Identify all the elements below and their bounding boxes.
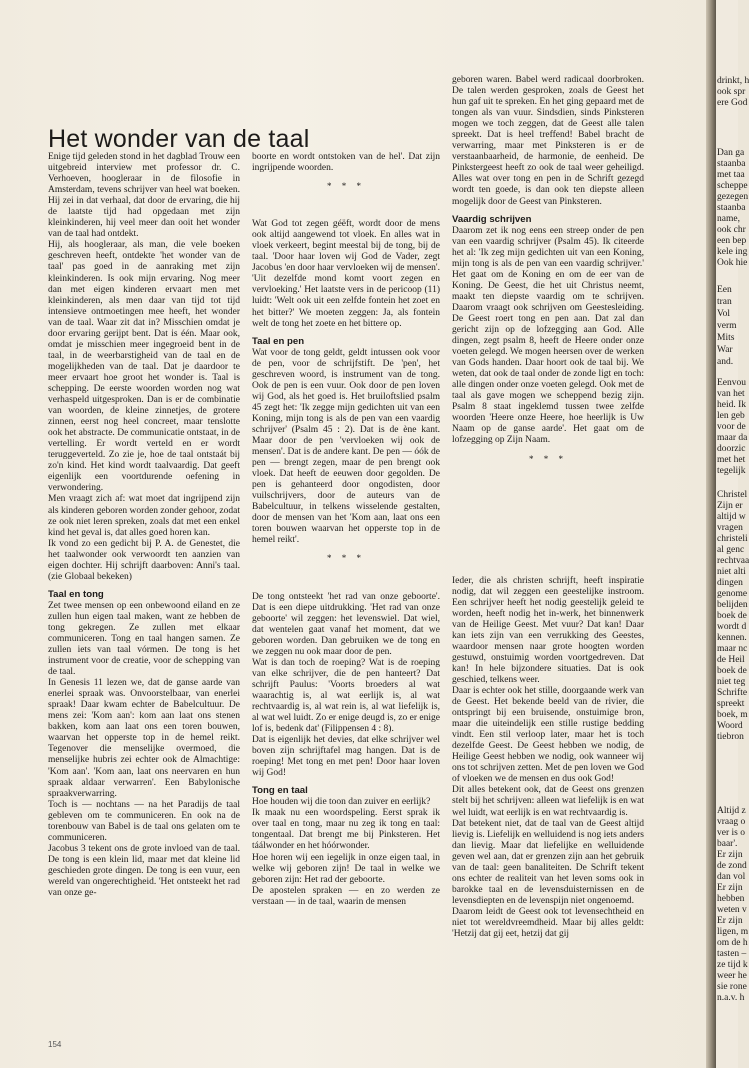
paragraph: Hoe houden wij die toon dan zuiver en eerlijk? <box>252 797 431 808</box>
right-page-text-fragment: belijden <box>717 600 748 610</box>
right-page-text-fragment: Christel <box>717 490 748 500</box>
column-1 <box>48 152 240 1032</box>
right-page-text-fragment: niet alti <box>717 567 746 577</box>
right-page-text-fragment: n.a.v. h <box>717 993 745 1003</box>
column-3 <box>452 75 644 1035</box>
right-page-text-fragment: maar nc <box>717 644 748 654</box>
right-page-edge <box>716 0 749 1068</box>
right-page-text-fragment: al genc <box>717 545 745 555</box>
right-page-text-fragment: Zijn er <box>717 501 743 511</box>
section-divider: * * * <box>327 553 365 564</box>
paragraph: Ik vond zo een gedicht bij P. A. de Genestet, die het taalwonder ook verwoordt ten aanzien van eigen dochter. Hij schrijft daarboven: Anni's taal. (zie Globaal bekeken) <box>48 538 240 582</box>
right-page-text-fragment: wordt d <box>717 622 747 632</box>
right-page-text-fragment: boek de <box>717 611 747 621</box>
right-page-text-fragment: len geb <box>717 411 745 421</box>
column-2 <box>252 152 440 1032</box>
right-page-text-fragment: altijd w <box>717 512 746 522</box>
right-page-text-fragment: scheppe <box>717 181 748 191</box>
paragraph: Toch is — nochtans — na het Paradijs de taal gebleven om te communiceren. En ook na de torenbouw van Babel is de taal ons gelaten om te communiceren. <box>48 799 240 843</box>
right-page-text-fragment: met taa <box>717 170 745 180</box>
paragraph: De apostelen spraken — en zo werden ze verstaan — in de taal, waarin de mensen <box>252 885 440 907</box>
paragraph: Ieder, die als christen schrijft, heeft inspiratie nodig, dat wil zeggen een geestelijke instroom. Een schrijver heeft het nodig geestelijk geleid te worden, heeft nodig het in-werk, het binnenwerk van de Heilige Geest. Met vuur? Dat kan! Daar kan iets zijn van een verrukking des Geestes, waardoor mensen naar grote hoogten worden gestuwd, onstuimig worden voortgedreven. Dat kan! In hele bijzondere situaties. Dat is ook geschied, telkens weer. <box>452 575 644 685</box>
right-page-text-fragment: name, <box>717 214 740 224</box>
section-heading: Vaardig schrijven <box>452 213 532 225</box>
paragraph: Men vraagt zich af: wat moet dat ingrijpend zijn als kinderen geboren worden zonder gehoor, zodat ze ook niet leren spreken, zoals dat met een enkel kind het geval is, dat alles goed horen kan. <box>48 494 240 538</box>
right-page-text-fragment: niet teg <box>717 677 746 687</box>
paragraph: Hij, als hoogleraar, als man, die vele boeken geschreven heeft, ontdekte 'het wonder van de taal' pas goed in de aanraking met zijn kleinkinderen. Is ook mijn ervaring. Nog meer dan met eigen kinderen ervaart men met kleinkinderen, als men daar van tijd tot tijd intensieve ontmoetingen mee heeft, het wonder van de taal. Waar zit dat in? Misschien omdat je door ervaring gerijpt bent. Dat is één. Maar ook, omdat je misschien meer ingegroeid bent in de taal, in de weerbarstigheid van de taal en de mogelijkheden van de taal. Dat je daardoor te meer ervaart hoe groot het wonder is. Taal is schepping. De eerste woorden worden nog wat verhaspeld uitgesproken. Dan is er de combinatie van woorden, de kleine zinnetjes, de grotere zinnen, eerst nog heel concreet, maar tenslotte ook het abstracte. De communicatie ontstaat, in de vertelling. Er wordt verteld en er wordt teruggeverteld. Zo zie je, hoe de taal ontstaát bij zo'n kind. Het kind wordt taalvaardig. Dat geeft eigenlijk een voortdurende oefening in verwondering. <box>48 240 240 494</box>
paragraph: Daarom zet ik nog eens een streep onder de pen van een vaardig schrijver (Psalm 45). Ik citeerde het al: 'Ik zeg mijn gedichten uit van een Koning, mijn tong is als de pen van een vaardig schrijver.' Het gaat om de Koning en om de eer van de Koning. De Geest, die het uit Christus neemt, maakt ten diepste vaardig om te schrijven. Daarom vraagt ook schrijven om Geestesleiding. De Geest roert tong en pen aan. Dat zal dan gericht zijn op de lofzegging aan God. Alle dingen, zegt psalm 8, heeft de Heere onder onze voeten gelegd. We mogen heersen over de werken van Gods handen. Daar hoort ook de taal bij. We weten, dat ook de taal onder de zonde ligt en toch: alle dingen onder onze voeten gelegd. Ook met de taal als gave mogen we scheppend bezig zijn. Psalm 8 staat ingeklemd tussen twee zelfde woorden 'Heere onze Heere, hoe heerlijk is Uw Naam op de ganse aarde'. Het gaat om de lofzegging op Zijn Naam. <box>452 225 644 446</box>
right-page-text-fragment: Vol <box>717 309 731 319</box>
right-page-text-fragment: drinkt, h <box>717 76 749 86</box>
right-page-text-fragment: Er zijn <box>717 916 743 926</box>
right-page-text-fragment: ook chr <box>717 225 746 235</box>
paragraph: Jacobus 3 tekent ons de grote invloed van de taal. De tong is een klein lid, maar met dat kleine lid geschieden grote dingen. De tong is een vuur, een wereld van ongerechtigheid. 'Het ontsteekt het rad van onze ge- <box>48 843 240 899</box>
paragraph: Wat is dan toch de roeping? Wat is de roeping van elke schrijver, die de pen hanteert? Dat schrijft Paulus: 'Voorts broeders al wat waarachtig is, al wat eerlijk is, al wat rechtvaardig is, al wat rein is, al wat liefelijk is, al wat wel luidt. Zo er enige deugd is, zo er enige lof is, bedenk dat' (Filippensen 4 : 8). <box>252 657 440 735</box>
right-page-text-fragment: van het <box>717 389 745 399</box>
right-page-text-fragment: de Heil <box>717 655 745 665</box>
spacer <box>252 201 440 219</box>
paragraph: Enige tijd geleden stond in het dagblad Trouw een uitgebreid interview met professor dr. C. Verhoeven, hoogleraar in de filosofie in Amsterdam, tevens schrijver van heel wat boeken. Hij zei in dat verhaal, dat door de ervaring, die hij de laatste tijd had opgedaan met zijn kleinkinderen, hij veel meer dan ooit het wonder van de taal had ontdekt. <box>48 152 240 240</box>
right-page-text-fragment: om de h <box>717 938 748 948</box>
paragraph: Dit alles betekent ook, dat de Geest ons grenzen stelt bij het schrijven: alleen wat liefelijk is en wat wel luidt, wat eerlijk is en wat rechtvaardig is. <box>452 785 644 818</box>
right-page-text-fragment: vraag o <box>717 817 746 827</box>
right-page-text-fragment: spreekt <box>717 699 745 709</box>
right-page-text-fragment: een bep <box>717 236 747 246</box>
right-page-text-fragment: ze tijd k <box>717 960 748 970</box>
paragraph: Daar is echter ook het stille, doorgaande werk van de Geest. Het bekende beeld van de rivier, die ontspringt bij een bruisende, onstuimige bron, maar die uiteindelijk een stille rustige bedding vindt. Een stil verloop later, maar het is toch dezelfde Geest. De Geest hebben we nodig, de Heilige Geest hebben we nodig, ook wanneer wij ons tot schrijven zetten. Met de pen loven we God of vloeken we de mensen en dus ook God! <box>452 686 644 785</box>
right-page-text-fragment: ver is o <box>717 828 745 838</box>
right-page-text-fragment: gezegen <box>717 192 749 202</box>
right-page-text-fragment: doorzic <box>717 444 746 454</box>
paragraph: In Genesis 11 lezen we, dat de ganse aarde van enerlei spraak was. Onvoorstelbaar, van enerlei spraak! Daar kwam echter de Babelcultuur. De mens zei: 'Kom aan': kom aan laat ons stenen bakken, kom aan laat ons een toren bouwen, waarvan het opperste top in de hemel reikt. Tegenover die menselijke overmoed, die menselijke hubris zei echter ook de Almachtige: 'Kom aan'. 'Kom aan, laat ons neervaren en hun spraak aldaar verwarren'. Een Babylonische spraakverwarring. <box>48 678 240 799</box>
paragraph: Daarom leidt de Geest ook tot levensechtheid en niet tot wereldvreemdheid. Maar bij alles geldt: 'Hetzij dat gij eet, hetzij dat gij <box>452 906 644 940</box>
right-page-text-fragment: War <box>717 345 733 355</box>
right-page-text-fragment: tasten – <box>717 949 747 959</box>
section-divider: * * * <box>327 181 365 192</box>
right-page-text-fragment: Mits <box>717 333 735 343</box>
right-page-text-fragment: Eenvou <box>717 378 747 388</box>
paragraph: Dat betekent niet, dat de taal van de Geest altijd lievig is. Liefelijk en welluidend is nog iets anders dan lievig. Maar dat liefelijke en welluidende geven wel aan, dat er grenzen zijn aan het gebruik van de taal: geen banaliteiten. De Schrift tekent ons echter de realiteit van het leven soms ook in barokke taal en de levensduisternissen en de levensdiepten en de levenspijn niet ongenoemd. <box>452 818 644 906</box>
page-gutter <box>706 0 716 1068</box>
right-page-text-fragment: Schrifte <box>717 688 748 698</box>
right-page-text-fragment: Er zijn <box>717 850 743 860</box>
paragraph: De tong ontsteekt 'het rad van onze geboorte'. Dat is een diepe uitdrukking. 'Het rad van onze geboorte' wil zeggen: het levenswiel. Dat wiel, dat wentelen gaat vanaf het moment, dat we geboren worden. Dan gebruiken we de tong en we zeggen nu ook maar door de pen. <box>252 591 440 657</box>
paragraph: Ik maak nu een woordspeling. Eerst sprak ik over taal en tong, maar nu zeg ik tong en taal: tongentaal. Dat brengt me bij Pinksteren. Het táálwonder en het hóórwonder. <box>252 808 440 852</box>
right-page-text-fragment: tegelijk <box>717 466 746 476</box>
section-heading: Taal en pen <box>252 335 305 347</box>
paragraph: Zet twee mensen op een onbewoond eiland en ze zullen hun eigen taal maken, want ze hebben de tong gekregen. Ze zullen met elkaar communiceren. Tong en taal hangen samen. Ze zullen iets van taal vórmen. De tong is het instrument voor de creatie, voor de schepping van de taal. <box>48 600 240 678</box>
right-page-text-fragment: boek, m <box>717 710 748 720</box>
right-page-text-fragment: verm <box>717 321 737 331</box>
right-page-text-fragment: and. <box>717 357 734 367</box>
right-page-text-fragment: ere God <box>717 98 748 108</box>
right-page-text-fragment: Altijd z <box>717 806 746 816</box>
right-page-text-fragment: dan vol <box>717 872 746 882</box>
right-page-text-fragment: maar da <box>717 433 748 443</box>
right-page-text-fragment: met het <box>717 455 746 465</box>
paragraph: geboren waren. Babel werd radicaal doorbroken. De talen werden gesproken, zoals de Geest het hun gaf uit te spreken. En het ging gepaard met de tongen als van vuur. Sindsdien, sinds Pinksteren mogen we toch zeggen, dat de Geest alle talen spreekt. Dat is heel treffend! Babel bracht de verwarring, maar met Pinksteren is er de verstaanbaarheid, de harmonie, de eenheid. De Pinkstergeest heeft zo ook de taal weer geheiligd. Alles wat over tong en pen in de Schrift gezegd wordt ten goede, is dan ook ten diepste alleen mogelijk door de Geest van Pinksteren. <box>452 75 644 207</box>
section-heading: Taal en tong <box>48 588 104 600</box>
right-page-text-fragment: baar'. <box>717 839 738 849</box>
paragraph: Wat voor de tong geldt, geldt intussen ook voor de pen, voor de schrijfstift. De 'pen', het geschreven woord, is instrument van de tong. Ook de pen is een vuur. Ook door de pen loven wij God, als het goed is. Het bruiloftslied psalm 45 zegt het: 'Ik zegge mijn gedichten uit van een Koning, mijn tong is als de pen van een vaardig schrijver' (Psalm 45 : 2). Dat is de ène kant. Maar door de pen 'vervloeken wij ook de mensen'. Dat is de andere kant. De pen — óók de pen — brengt zegen, maar de pen brengt ook vloek. Dat heeft de eeuwen door gegolden. De pen is gehanteerd door ongodisten, door vuilschrijvers, door de auteurs van de Babelcultuur, in telkens wisselende gestalten, door de mensen van het 'Kom aan, laat ons een toren bouwen waarvan het opperste top in de hemel reikt'. <box>252 347 440 546</box>
right-page-text-fragment: sie rone <box>717 982 747 992</box>
section-heading: Tong en taal <box>252 785 308 797</box>
right-page-text-fragment: Woord <box>717 721 743 731</box>
right-page-text-fragment: ligen, m <box>717 927 749 937</box>
right-page-text-fragment: genome <box>717 589 748 599</box>
paragraph: Wat God tot zegen géëft, wordt door de mens ook altijd aangewend tot vloek. En alles wat in vloek verkeert, begint meestal bij de tong, bij de taal. 'Door haar loven wij God de Vader, zegt Jacobus 'en door haar vervloeken wij de mensen'. 'Uit dezelfde mond komt voort zegen en vervloeking.' Het laatste vers in de pericoop (11) luidt: 'Welt ook uit een zelfde fontein het zoet en het bitter?' We moeten zeggen: Ja, als fontein welt de tong het zoete en het bittere op. <box>252 219 440 329</box>
right-page-text-fragment: de zond <box>717 861 747 871</box>
page-number: 154 <box>48 1040 62 1049</box>
right-page-text-fragment: boek de <box>717 666 747 676</box>
right-page-text-fragment: rechtvaa <box>717 556 749 566</box>
right-page-text-fragment: staanba <box>717 203 746 213</box>
right-page-text-fragment: weer he <box>717 971 747 981</box>
spacer <box>252 574 440 592</box>
paragraph: Dat is eigenlijk het devies, dat elke schrijver wel boven zijn schrijftafel mag hangen. Dat is de roeping! Met tong en met pen! Door haar loven wij God! <box>252 735 440 779</box>
right-page-text-fragment: weten v <box>717 905 747 915</box>
right-page-text-fragment: hebben <box>717 894 745 904</box>
paragraph: Hoe horen wij een iegelijk in onze eigen taal, in welke wij geboren zijn! De taal in welke we geboren zijn: Het rad der geboorte. <box>252 852 440 885</box>
right-page-text-fragment: Er zijn <box>717 883 743 893</box>
right-page-text-fragment: tran <box>717 297 732 307</box>
right-page-text-fragment: vragen <box>717 523 743 533</box>
right-page-text-fragment: ook spr <box>717 87 746 97</box>
spacer <box>452 474 644 576</box>
right-page-text-fragment: christeli <box>717 534 748 544</box>
right-page-text-fragment: kennen. <box>717 633 747 643</box>
right-page-text-fragment: heid. Ik <box>717 400 747 410</box>
right-page-text-fragment: staanba <box>717 159 746 169</box>
right-page-text-fragment: kele ing <box>717 247 748 257</box>
article-title: Het wonder van de taal <box>48 125 310 153</box>
right-page-text-fragment: voor de <box>717 422 746 432</box>
right-page-text-fragment: dingen <box>717 578 743 588</box>
right-page-text-fragment: Dan ga <box>717 148 745 158</box>
paragraph: boorte en wordt ontstoken van de hel'. Dat zijn ingrijpende woorden. <box>252 152 440 174</box>
right-page-text-fragment: tiebron <box>717 732 744 742</box>
right-page-text-fragment: Een <box>717 285 732 295</box>
right-page-text-fragment: Ook hie <box>717 258 748 268</box>
section-divider: * * * <box>529 453 567 464</box>
